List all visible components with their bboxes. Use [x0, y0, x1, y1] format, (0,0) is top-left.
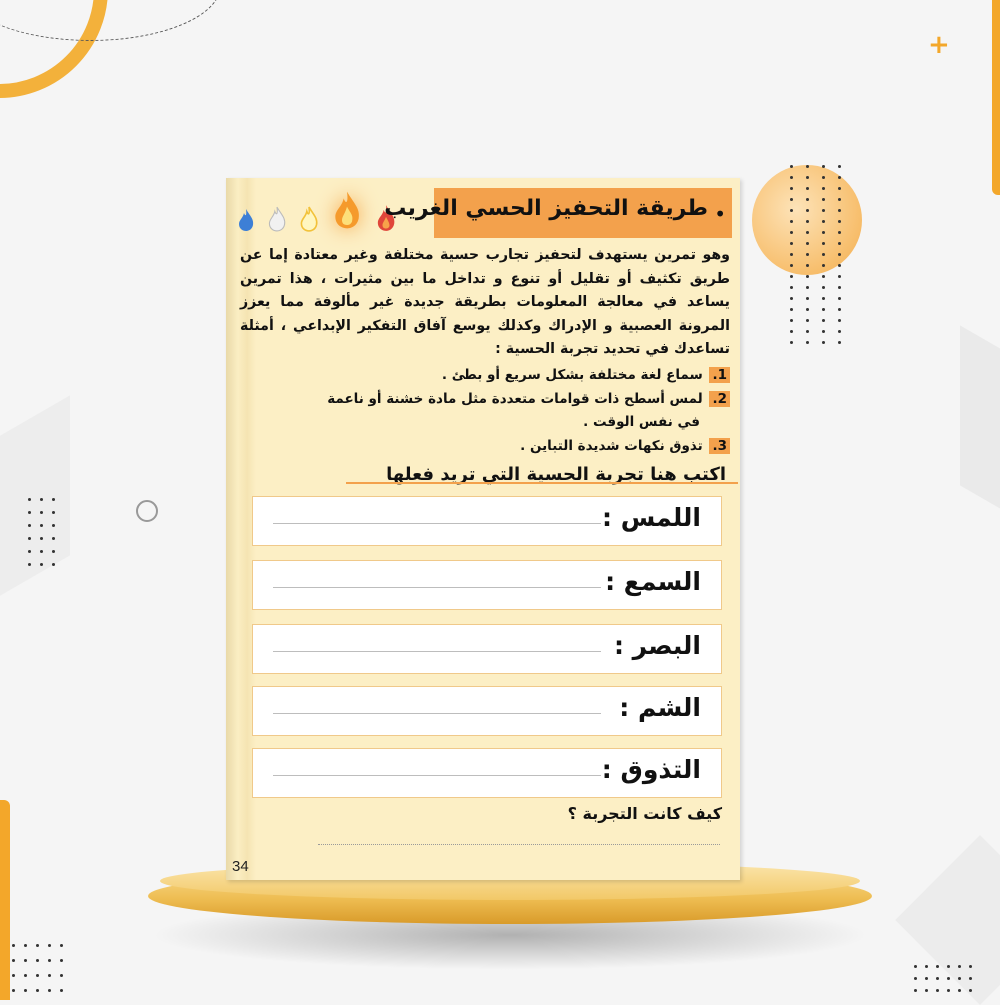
title-banner	[384, 188, 732, 238]
smell-answer-box[interactable]	[252, 686, 722, 736]
sense-label-touch: اللمس :	[602, 503, 701, 532]
item-number: 3.	[709, 438, 730, 454]
dot-grid-bottom-right	[914, 965, 972, 992]
blue-flame-icon	[236, 208, 256, 236]
list-item	[240, 364, 730, 388]
writing-line	[273, 713, 601, 714]
orange-flame-icon	[330, 190, 364, 236]
writing-line	[273, 651, 601, 652]
page-number: 34	[232, 858, 249, 875]
accent-bar-right	[992, 0, 1000, 195]
plus-icon: +	[928, 30, 950, 60]
prompt-underline	[346, 482, 738, 484]
small-ring-icon	[136, 500, 158, 522]
writing-line	[273, 523, 601, 524]
page-title: طريقة التحفيز الحسي الغريب	[384, 196, 708, 221]
background-shape-right	[960, 325, 1000, 554]
item-text-continued: في نفس الوقت .	[583, 414, 700, 430]
decorative-dashed-curve	[0, 0, 221, 41]
answer-dotted-line[interactable]	[318, 844, 720, 845]
sense-label-sight: البصر :	[613, 631, 701, 660]
sense-label-taste: التذوق :	[601, 755, 701, 784]
list-item	[240, 435, 730, 459]
write-prompt-heading: اكتب هنا تجربة الحسية التي تريد فعلها	[386, 464, 726, 485]
hearing-answer-box[interactable]	[252, 560, 722, 610]
writing-line	[273, 775, 601, 776]
writing-line	[273, 587, 601, 588]
title-bullet: •	[714, 202, 726, 226]
item-text: سماع لغة مختلفة بشكل سريع أو بطئ .	[441, 367, 703, 383]
touch-answer-box[interactable]	[252, 496, 722, 546]
worksheet-page	[226, 178, 740, 880]
item-text: تذوق نكهات شديدة التباين .	[520, 437, 703, 454]
item-number: 2.	[709, 391, 730, 407]
dot-grid-left	[28, 498, 55, 566]
dot-grid-right	[790, 165, 841, 344]
flame-rating	[236, 190, 398, 236]
taste-answer-box[interactable]	[252, 748, 722, 798]
item-number: 1.	[709, 367, 730, 383]
examples-list	[240, 364, 730, 458]
reflection-question: كيف كانت التجربة ؟	[567, 804, 722, 823]
intro-paragraph: وهو تمرين يستهدف لتحفيز تجارب حسية مختلفة وغير معتادة إما عن طريق تكثيف أو تقليل أو تنوع و تداخل ما بين مثيرات ، هذا تمرين يساعد في معالجة المعلومات بطريقة جديدة غير مألوفة مما يعزز المرونة العصبية و الإدراك وكذلك يوسع آفاق التفكير الإبداعي ، أمثلة تساعدك في تحديد تجربة الحسية :	[240, 247, 730, 357]
list-item	[240, 388, 730, 435]
sight-answer-box[interactable]	[252, 624, 722, 674]
white-flame-icon	[266, 206, 288, 236]
sense-label-smell: الشم :	[619, 693, 701, 722]
dot-grid-bottom-left	[12, 944, 63, 992]
sense-label-hearing: السمع :	[605, 567, 701, 596]
accent-bar-left	[0, 800, 10, 1000]
item-text: لمس أسطح ذات قوامات متعددة مثل مادة خشنة أو ناعمة	[327, 390, 703, 407]
yellow-flame-icon	[298, 206, 320, 236]
